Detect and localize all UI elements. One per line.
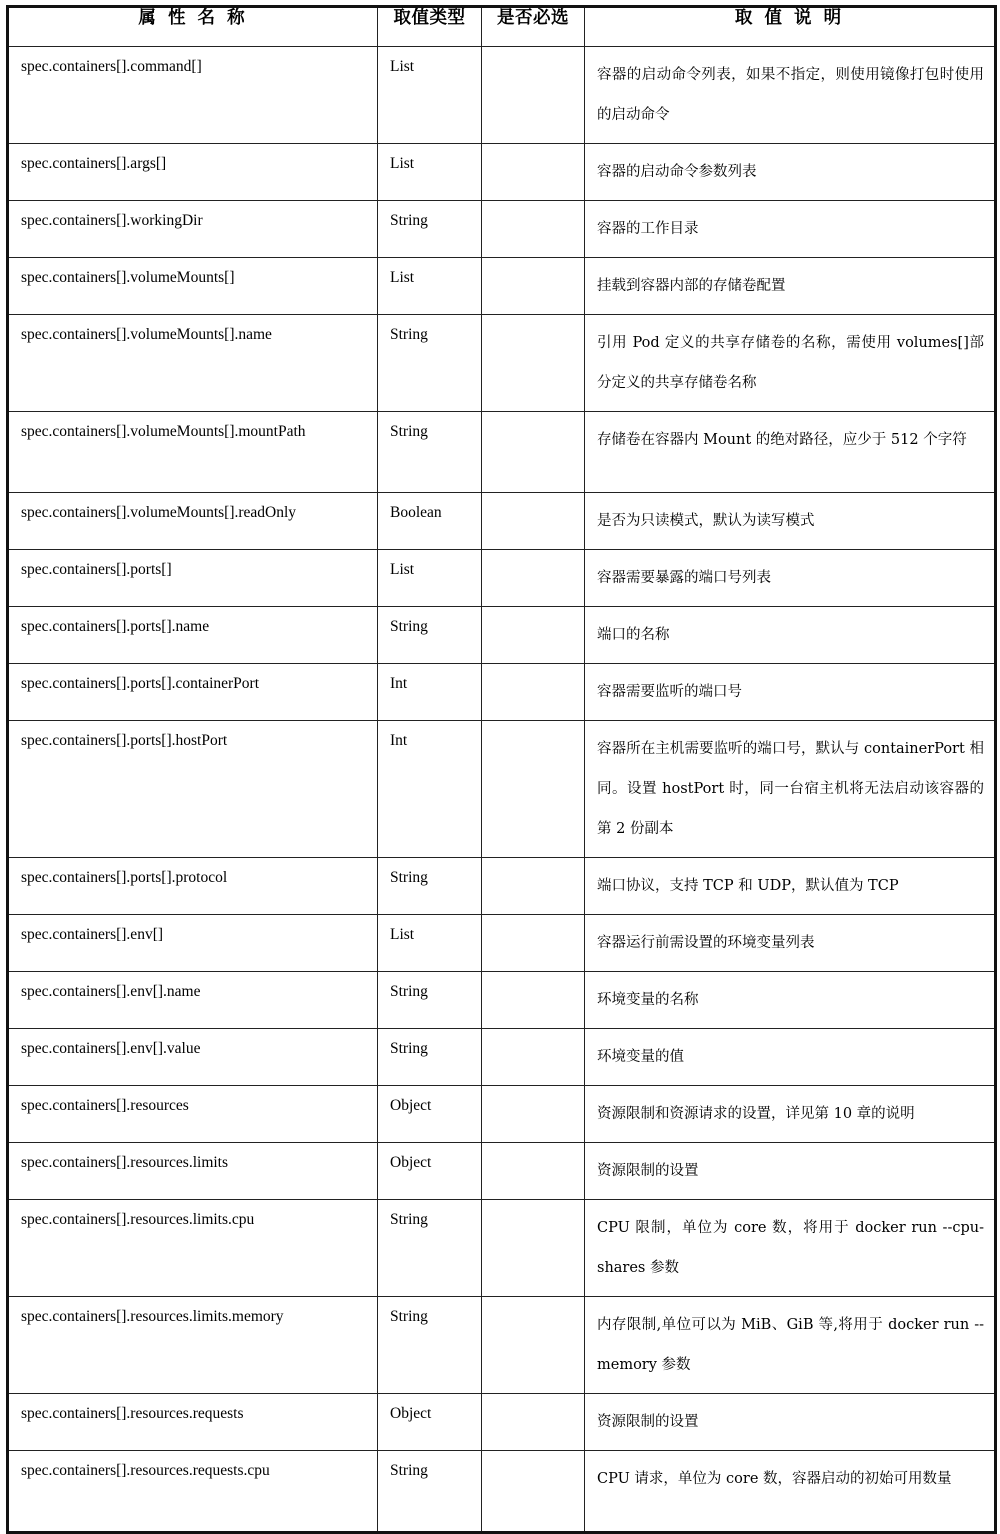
cell-attribute bbox=[8, 1143, 378, 1200]
column-header-attribute bbox=[8, 7, 378, 47]
cell-required bbox=[482, 1029, 585, 1086]
cell-attribute-text: spec.containers[].env[].value bbox=[21, 1040, 201, 1057]
cell-required-text bbox=[482, 1394, 584, 1412]
cell-attribute bbox=[8, 1029, 378, 1086]
cell-description bbox=[585, 550, 996, 607]
cell-attribute bbox=[8, 1394, 378, 1451]
table-row bbox=[8, 1143, 996, 1200]
cell-required-text bbox=[482, 1029, 584, 1047]
table-row bbox=[8, 144, 996, 201]
cell-description bbox=[585, 493, 996, 550]
cell-description-text: CPU 请求，单位为 core 数，容器启动的初始可用数量 bbox=[597, 1471, 952, 1487]
cell-required-text bbox=[482, 1200, 584, 1218]
cell-required bbox=[482, 550, 585, 607]
cell-description-text: CPU 限制，单位为 core 数，将用于 docker run --cpu-shares 参数 bbox=[597, 1220, 984, 1276]
cell-required bbox=[482, 1200, 585, 1297]
cell-description-text: 是否为只读模式，默认为读写模式 bbox=[597, 513, 815, 529]
cell-type bbox=[378, 258, 482, 315]
table-row bbox=[8, 47, 996, 144]
cell-required bbox=[482, 858, 585, 915]
cell-type-text: String bbox=[390, 1308, 428, 1325]
cell-description bbox=[585, 972, 996, 1029]
table-body bbox=[8, 47, 996, 1533]
attributes-table bbox=[6, 5, 997, 1534]
cell-attribute bbox=[8, 47, 378, 144]
cell-type-text: Object bbox=[390, 1097, 432, 1114]
cell-attribute-text: spec.containers[].volumeMounts[].mountPath bbox=[21, 423, 306, 440]
table-row bbox=[8, 1200, 996, 1297]
cell-type-text: String bbox=[390, 1462, 428, 1479]
cell-required bbox=[482, 201, 585, 258]
cell-attribute-text: spec.containers[].args[] bbox=[21, 155, 167, 172]
table-row bbox=[8, 721, 996, 858]
cell-attribute-text: spec.containers[].ports[].name bbox=[21, 618, 210, 635]
cell-required bbox=[482, 721, 585, 858]
table-row bbox=[8, 915, 996, 972]
cell-attribute bbox=[8, 721, 378, 858]
cell-attribute bbox=[8, 201, 378, 258]
cell-required-text bbox=[482, 1297, 584, 1315]
cell-type bbox=[378, 201, 482, 258]
cell-type bbox=[378, 144, 482, 201]
cell-type bbox=[378, 315, 482, 412]
cell-attribute bbox=[8, 858, 378, 915]
cell-type bbox=[378, 1394, 482, 1451]
cell-attribute bbox=[8, 1086, 378, 1143]
cell-required bbox=[482, 315, 585, 412]
column-header-type bbox=[378, 7, 482, 47]
cell-description bbox=[585, 412, 996, 493]
column-header-description bbox=[585, 7, 996, 47]
cell-description-text: 资源限制和资源请求的设置，详见第 10 章的说明 bbox=[597, 1106, 915, 1122]
cell-type-text: String bbox=[390, 212, 428, 229]
cell-attribute bbox=[8, 1297, 378, 1394]
cell-required-text bbox=[482, 915, 584, 933]
table-row bbox=[8, 1297, 996, 1394]
cell-type bbox=[378, 664, 482, 721]
cell-required-text bbox=[482, 972, 584, 990]
cell-type bbox=[378, 550, 482, 607]
table-row bbox=[8, 315, 996, 412]
cell-type bbox=[378, 412, 482, 493]
cell-attribute bbox=[8, 493, 378, 550]
cell-description bbox=[585, 201, 996, 258]
cell-type bbox=[378, 1086, 482, 1143]
cell-attribute-text: spec.containers[].resources.requests bbox=[21, 1405, 244, 1422]
cell-attribute-text: spec.containers[].command[] bbox=[21, 58, 202, 75]
cell-type bbox=[378, 721, 482, 858]
cell-required bbox=[482, 1143, 585, 1200]
cell-description bbox=[585, 1297, 996, 1394]
cell-description bbox=[585, 1200, 996, 1297]
table-row bbox=[8, 1029, 996, 1086]
cell-description bbox=[585, 915, 996, 972]
cell-description-text: 挂载到容器内部的存储卷配置 bbox=[597, 278, 786, 294]
cell-required-text bbox=[482, 1086, 584, 1104]
cell-description bbox=[585, 721, 996, 858]
cell-attribute-text: spec.containers[].env[].name bbox=[21, 983, 201, 1000]
column-header-description-label: 取 值 说 明 bbox=[734, 8, 845, 28]
cell-description bbox=[585, 607, 996, 664]
cell-required-text bbox=[482, 1451, 584, 1469]
cell-description bbox=[585, 1451, 996, 1533]
cell-type bbox=[378, 858, 482, 915]
column-header-required-label: 是否必选 bbox=[497, 8, 569, 28]
cell-required-text bbox=[482, 1143, 584, 1161]
cell-attribute-text: spec.containers[].volumeMounts[] bbox=[21, 269, 235, 286]
cell-description-text: 端口协议，支持 TCP 和 UDP，默认值为 TCP bbox=[597, 878, 899, 894]
cell-type bbox=[378, 1200, 482, 1297]
cell-attribute-text: spec.containers[].resources.limits.cpu bbox=[21, 1211, 255, 1228]
cell-attribute bbox=[8, 915, 378, 972]
column-header-attribute-label: 属 性 名 称 bbox=[138, 8, 248, 28]
cell-type-text: Boolean bbox=[390, 504, 442, 521]
cell-required bbox=[482, 412, 585, 493]
cell-description-text: 环境变量的值 bbox=[597, 1049, 684, 1065]
cell-description-text: 端口的名称 bbox=[597, 627, 670, 643]
cell-description bbox=[585, 1086, 996, 1143]
cell-attribute-text: spec.containers[].resources.limits.memory bbox=[21, 1308, 284, 1325]
cell-required-text bbox=[482, 201, 584, 219]
cell-description-text: 内存限制,单位可以为 MiB、GiB 等,将用于 docker run --memory 参数 bbox=[597, 1317, 984, 1373]
cell-type-text: List bbox=[390, 269, 415, 286]
table-header-row bbox=[8, 7, 996, 47]
cell-description bbox=[585, 858, 996, 915]
cell-attribute-text: spec.containers[].volumeMounts[].readOnly bbox=[21, 504, 297, 521]
cell-type-text: String bbox=[390, 618, 428, 635]
cell-type-text: Object bbox=[390, 1405, 432, 1422]
column-header-type-label: 取值类型 bbox=[393, 8, 466, 28]
cell-required-text bbox=[482, 607, 584, 625]
cell-description bbox=[585, 1143, 996, 1200]
cell-required bbox=[482, 1297, 585, 1394]
table-row bbox=[8, 1086, 996, 1143]
cell-type bbox=[378, 607, 482, 664]
table-row bbox=[8, 972, 996, 1029]
cell-description-text: 环境变量的名称 bbox=[597, 992, 699, 1008]
cell-description-text: 容器运行前需设置的环境变量列表 bbox=[597, 935, 815, 951]
cell-required bbox=[482, 258, 585, 315]
cell-attribute bbox=[8, 412, 378, 493]
cell-required-text bbox=[482, 144, 584, 162]
cell-required-text bbox=[482, 315, 584, 333]
cell-description-text: 资源限制的设置 bbox=[597, 1163, 699, 1179]
cell-attribute bbox=[8, 1200, 378, 1297]
cell-type-text: String bbox=[390, 1211, 428, 1228]
cell-attribute-text: spec.containers[].ports[].hostPort bbox=[21, 732, 228, 749]
cell-type bbox=[378, 1029, 482, 1086]
cell-description-text: 容器需要暴露的端口号列表 bbox=[597, 570, 771, 586]
cell-required-text bbox=[482, 858, 584, 876]
cell-description bbox=[585, 664, 996, 721]
cell-description bbox=[585, 1029, 996, 1086]
cell-required-text bbox=[482, 412, 584, 430]
cell-description-text: 存储卷在容器内 Mount 的绝对路径，应少于 512 个字符 bbox=[597, 432, 967, 448]
cell-type-text: String bbox=[390, 1040, 428, 1057]
cell-type-text: Int bbox=[390, 732, 408, 749]
cell-description-text: 引用 Pod 定义的共享存储卷的名称，需使用 volumes[]部分定义的共享存储卷名称 bbox=[597, 335, 984, 391]
cell-attribute-text: spec.containers[].resources.limits bbox=[21, 1154, 229, 1171]
table-header bbox=[8, 7, 996, 47]
cell-type-text: List bbox=[390, 926, 415, 943]
cell-type bbox=[378, 47, 482, 144]
cell-attribute-text: spec.containers[].ports[].protocol bbox=[21, 869, 228, 886]
cell-description bbox=[585, 1394, 996, 1451]
cell-required bbox=[482, 1086, 585, 1143]
cell-required bbox=[482, 493, 585, 550]
cell-type-text: Int bbox=[390, 675, 408, 692]
cell-attribute-text: spec.containers[].resources.requests.cpu bbox=[21, 1462, 270, 1479]
cell-description-text: 容器的工作目录 bbox=[597, 221, 699, 237]
cell-type-text: List bbox=[390, 58, 415, 75]
cell-required-text bbox=[482, 47, 584, 65]
table-row bbox=[8, 201, 996, 258]
cell-required bbox=[482, 47, 585, 144]
cell-attribute bbox=[8, 607, 378, 664]
cell-description bbox=[585, 47, 996, 144]
cell-attribute bbox=[8, 144, 378, 201]
table-row bbox=[8, 664, 996, 721]
cell-required bbox=[482, 1394, 585, 1451]
table-row bbox=[8, 607, 996, 664]
cell-type bbox=[378, 915, 482, 972]
cell-attribute bbox=[8, 664, 378, 721]
cell-type bbox=[378, 493, 482, 550]
cell-type-text: Object bbox=[390, 1154, 432, 1171]
cell-type-text: String bbox=[390, 326, 428, 343]
table-row bbox=[8, 493, 996, 550]
cell-required-text bbox=[482, 664, 584, 682]
cell-attribute bbox=[8, 972, 378, 1029]
cell-description bbox=[585, 144, 996, 201]
cell-attribute bbox=[8, 1451, 378, 1533]
cell-type bbox=[378, 1451, 482, 1533]
cell-description-text: 资源限制的设置 bbox=[597, 1414, 699, 1430]
cell-required-text bbox=[482, 258, 584, 276]
cell-required bbox=[482, 1451, 585, 1533]
cell-type bbox=[378, 1297, 482, 1394]
cell-required-text bbox=[482, 493, 584, 511]
cell-attribute bbox=[8, 258, 378, 315]
cell-type-text: List bbox=[390, 155, 415, 172]
table-row bbox=[8, 412, 996, 493]
cell-type-text: String bbox=[390, 983, 428, 1000]
cell-required bbox=[482, 607, 585, 664]
cell-attribute bbox=[8, 550, 378, 607]
cell-required bbox=[482, 972, 585, 1029]
cell-description bbox=[585, 315, 996, 412]
cell-required bbox=[482, 144, 585, 201]
cell-description-text: 容器的启动命令列表，如果不指定，则使用镜像打包时使用的启动命令 bbox=[597, 67, 984, 123]
table-row bbox=[8, 1451, 996, 1533]
table-row bbox=[8, 550, 996, 607]
column-header-required bbox=[482, 7, 585, 47]
cell-attribute-text: spec.containers[].volumeMounts[].name bbox=[21, 326, 272, 343]
cell-type bbox=[378, 972, 482, 1029]
cell-type bbox=[378, 1143, 482, 1200]
cell-type-text: String bbox=[390, 423, 428, 440]
cell-attribute-text: spec.containers[].env[] bbox=[21, 926, 164, 943]
cell-type-text: List bbox=[390, 561, 415, 578]
cell-required bbox=[482, 664, 585, 721]
table-row bbox=[8, 258, 996, 315]
cell-required bbox=[482, 915, 585, 972]
cell-attribute-text: spec.containers[].ports[] bbox=[21, 561, 172, 578]
cell-description bbox=[585, 258, 996, 315]
cell-attribute bbox=[8, 315, 378, 412]
cell-attribute-text: spec.containers[].resources bbox=[21, 1097, 189, 1114]
cell-description-text: 容器的启动命令参数列表 bbox=[597, 164, 757, 180]
cell-required-text bbox=[482, 721, 584, 739]
cell-attribute-text: spec.containers[].ports[].containerPort bbox=[21, 675, 260, 692]
cell-required-text bbox=[482, 550, 584, 568]
cell-description-text: 容器需要监听的端口号 bbox=[597, 684, 742, 700]
cell-description-text: 容器所在主机需要监听的端口号，默认与 containerPort 相同。设置 hostPort 时，同一台宿主机将无法启动该容器的第 2 份副本 bbox=[597, 741, 984, 837]
table-row bbox=[8, 1394, 996, 1451]
cell-type-text: String bbox=[390, 869, 428, 886]
table-row bbox=[8, 858, 996, 915]
cell-attribute-text: spec.containers[].workingDir bbox=[21, 212, 203, 229]
